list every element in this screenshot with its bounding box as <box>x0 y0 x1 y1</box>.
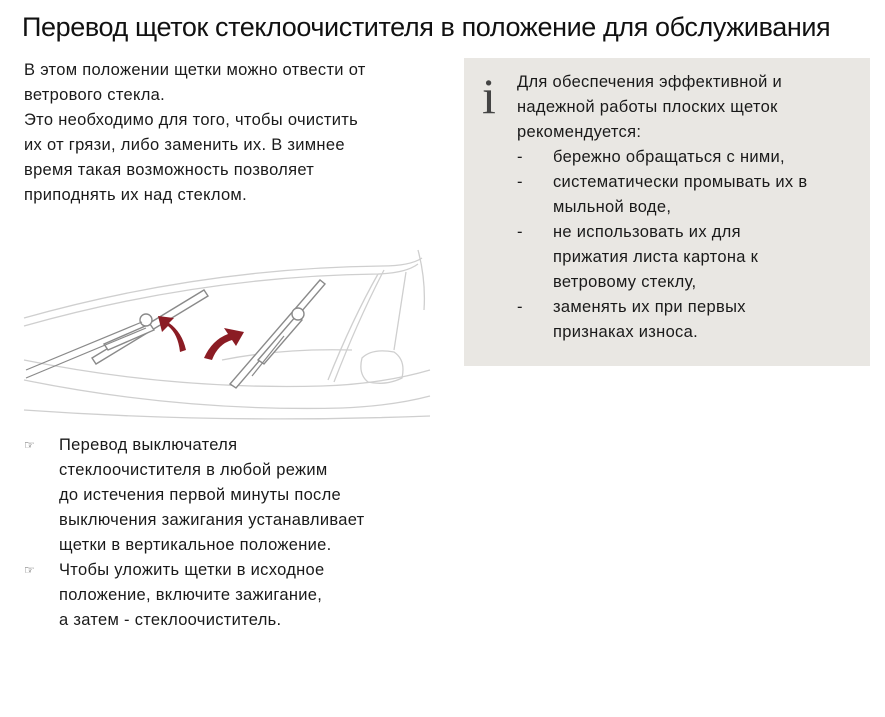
pointing-hand-icon: ☞ <box>24 438 36 452</box>
step-line: Чтобы уложить щетки в исходное <box>59 561 325 579</box>
step-line: Перевод выключателя <box>59 436 238 454</box>
recommendation-list <box>517 145 862 345</box>
step-line: выключения зажигания устанавливает <box>59 511 365 529</box>
dash-bullet: - <box>517 148 523 166</box>
lift-arrow-icon <box>204 328 244 360</box>
step-line: щетки в вертикальное положение. <box>59 536 332 554</box>
list-item-line: бережно обращаться с ними, <box>553 148 785 166</box>
intro-line: В этом положении щетки можно отвести от <box>24 61 366 79</box>
list-item-line: ветровому стеклу, <box>553 273 697 291</box>
instruction-steps <box>24 433 444 633</box>
list-item-line: заменять их при первых <box>553 298 746 316</box>
list-item <box>517 295 862 345</box>
page-title: Перевод щеток стеклоочистителя в положение для обслуживания <box>22 12 831 42</box>
intro-line: время такая возможность позволяет <box>24 161 315 179</box>
list-item-line: прижатия листа картона к <box>553 248 759 266</box>
info-icon: i <box>482 68 496 124</box>
step-line: положение, включите зажигание, <box>59 586 323 604</box>
info-line: Для обеспечения эффективной и <box>517 73 783 91</box>
list-item-line: мыльной воде, <box>553 198 672 216</box>
list-item <box>517 170 862 220</box>
step-line: а затем - стеклоочиститель. <box>59 611 282 629</box>
info-box <box>464 58 870 366</box>
list-item-line: признаках износа. <box>553 323 698 341</box>
info-text <box>517 70 862 345</box>
step-line: до истечения первой минуты после <box>59 486 342 504</box>
lift-arrow-icon <box>158 316 186 352</box>
right-wiper <box>230 280 325 388</box>
step-line: стеклоочистителя в любой режим <box>59 461 328 479</box>
pointing-hand-icon: ☞ <box>24 563 36 577</box>
wiper-illustration <box>22 240 432 426</box>
list-item-line: не использовать их для <box>553 223 741 241</box>
dash-bullet: - <box>517 223 523 241</box>
list-item-line: систематически промывать их в <box>553 173 808 191</box>
instruction-step <box>24 558 444 633</box>
list-item <box>517 220 862 295</box>
dash-bullet: - <box>517 298 523 316</box>
intro-line: приподнять их над стеклом. <box>24 186 247 204</box>
intro-paragraph <box>24 58 444 208</box>
list-item <box>517 145 862 170</box>
intro-line: Это необходимо для того, чтобы очистить <box>24 111 359 129</box>
car-windshield-drawing <box>22 240 432 426</box>
intro-line: ветрового стекла. <box>24 86 165 104</box>
info-line: рекомендуется: <box>517 123 642 141</box>
intro-line: их от грязи, либо заменить их. В зимнее <box>24 136 345 154</box>
dash-bullet: - <box>517 173 523 191</box>
instruction-step <box>24 433 444 558</box>
info-line: надежной работы плоских щеток <box>517 98 778 116</box>
